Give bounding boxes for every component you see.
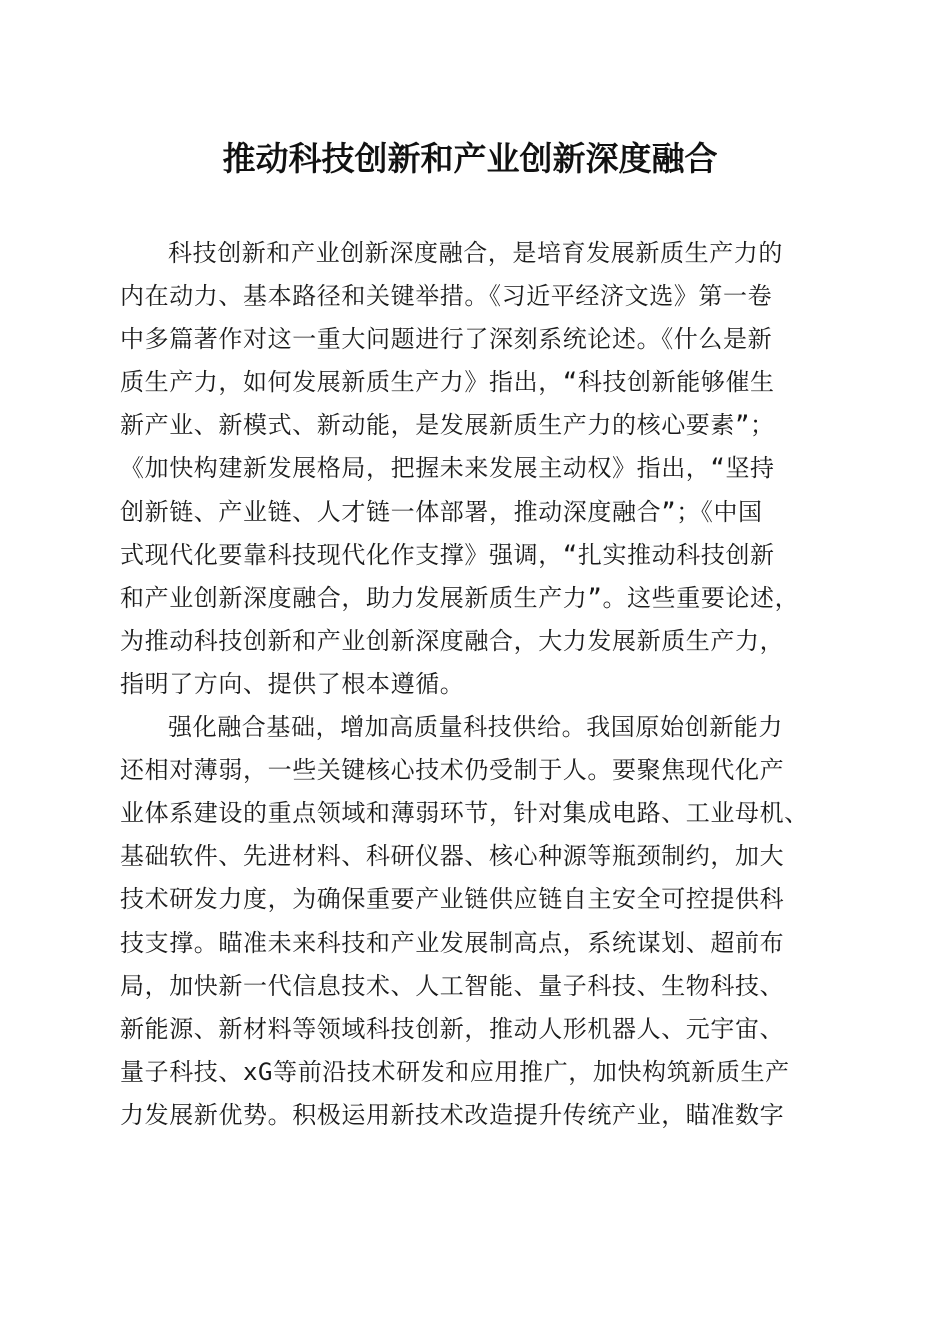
paragraph-1-line: 为推动科技创新和产业创新深度融合，大力发展新质生产力， bbox=[120, 626, 785, 655]
paragraph-1-line: 式现代化要靠科技现代化作支撑》强调，“扎实推动科技创新 bbox=[120, 540, 775, 569]
paragraph-1-line: 科技创新和产业创新深度融合，是培育发展新质生产力的 bbox=[168, 239, 783, 267]
paragraph-1-line: 质生产力，如何发展新质生产力》指出，“科技创新能够催生 bbox=[120, 368, 775, 397]
paragraph-1-line: 和产业创新深度融合，助力发展新质生产力”。这些重要论述， bbox=[120, 583, 800, 612]
paragraph-2-line: 技术研发力度，为确保重要产业链供应链自主安全可控提供科 bbox=[120, 885, 785, 914]
paragraph-1-line: 新产业、新模式、新动能，是发展新质生产力的核心要素”； bbox=[120, 411, 775, 440]
paragraph-1-line: 内在动力、基本路径和关键举措。《习近平经济文选》第一卷 bbox=[120, 282, 773, 311]
paragraph-2-line: 新能源、新材料等领域科技创新，推动人形机器人、元宇宙、 bbox=[120, 1014, 785, 1043]
paragraph-1-line: 《加快构建新发展格局，把握未来发展主动权》指出，“坚持 bbox=[120, 454, 775, 483]
paragraph-1-line: 指明了方向、提供了根本遵循。 bbox=[120, 669, 465, 698]
paragraph-2-line: 量子科技、xG等前沿技术研发和应用推广，加快构筑新质生产 bbox=[120, 1057, 790, 1086]
paragraph-2-line: 业体系建设的重点领域和薄弱环节，针对集成电路、工业母机、 bbox=[120, 799, 809, 828]
document-title: 推动科技创新和产业创新深度融合 bbox=[222, 139, 718, 178]
paragraph-2-line: 技支撑。瞄准未来科技和产业发展制高点，系统谋划、超前布 bbox=[120, 928, 785, 957]
paragraph-2-line: 力发展新优势。积极运用新技术改造提升传统产业，瞄准数字 bbox=[120, 1100, 785, 1129]
paragraph-2-line: 还相对薄弱，一些关键核心技术仍受制于人。要聚焦现代化产 bbox=[120, 756, 785, 785]
paragraph-2-line: 基础软件、先进材料、科研仪器、核心种源等瓶颈制约，加大 bbox=[120, 842, 785, 871]
paragraph-1-line: 创新链、产业链、人才链一体部署，推动深度融合”；《中国 bbox=[120, 497, 763, 526]
paragraph-2-line: 强化融合基础，增加高质量科技供给。我国原始创新能力 bbox=[168, 713, 783, 742]
document-body bbox=[120, 232, 830, 1137]
paragraph-1-line: 中多篇著作对这一重大问题进行了深刻系统论述。《什么是新 bbox=[120, 325, 773, 354]
paragraph-2-line: 局，加快新一代信息技术、人工智能、量子科技、生物科技、 bbox=[120, 971, 785, 1000]
